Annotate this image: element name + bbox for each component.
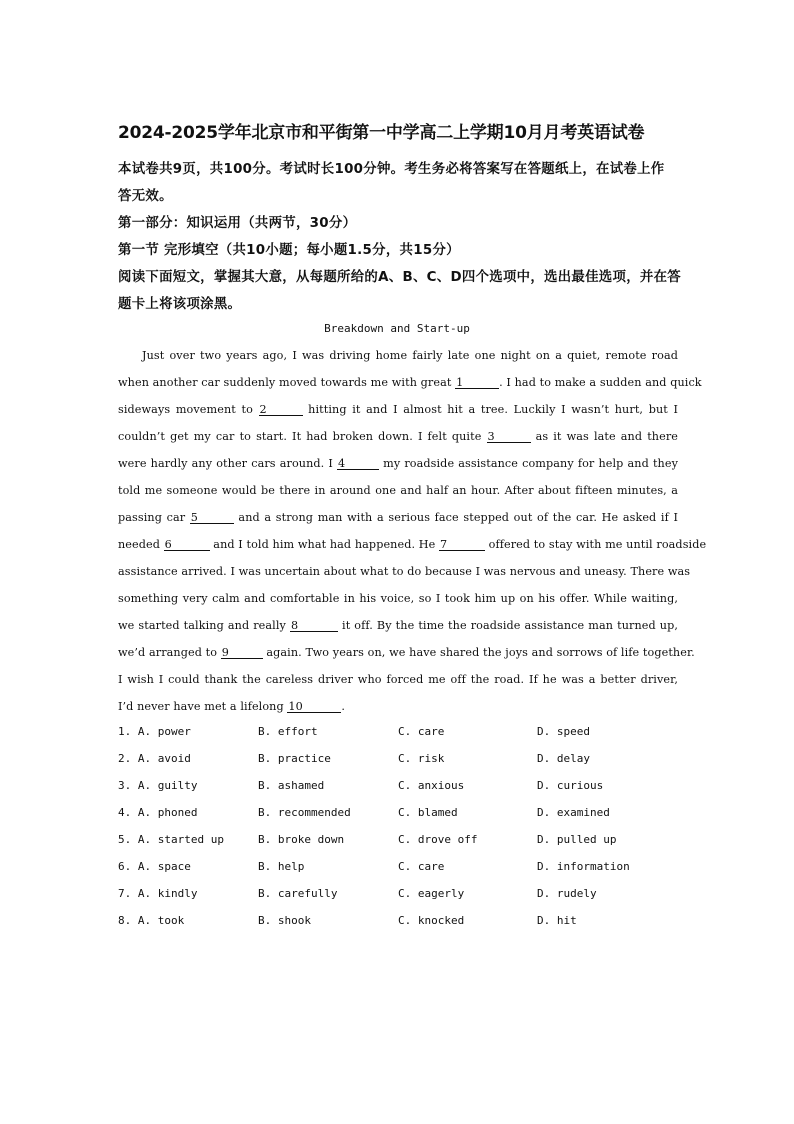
passage-text: when another car suddenly moved towards me with great [118, 376, 456, 389]
option-2-c [398, 752, 444, 765]
passage-text: something very calm and comfortable in his voice, so I took him up on his offer. While waiting, [118, 592, 678, 605]
question-6-options [118, 860, 678, 887]
option-1-c [398, 725, 444, 738]
option-5-d [537, 833, 616, 846]
passage-text: and a strong man with a serious face stepped out of the car. He asked if I [233, 511, 678, 524]
passage-line [142, 349, 678, 362]
question-number: 2. [118, 752, 138, 765]
passage-text: couldn’t get my car to start. It had broken down. I felt quite [118, 430, 487, 443]
passage-text: again. Two years on, we have shared the joys and sorrows of life together. [262, 646, 695, 659]
passage-line [118, 511, 678, 524]
instruction-line-1: 阅读下面短文，掌握其大意，从每题所给的A、B、C、D四个选项中，选出最佳选项，并在答 [118, 270, 681, 285]
option-1-d [537, 725, 590, 738]
blank-5: 5 [190, 512, 234, 524]
passage-line [118, 430, 678, 443]
passage-text: told me someone would be there in around one and half an hour. After about fifteen minutes, a [118, 484, 678, 497]
blank-2: 2 [259, 404, 303, 416]
question-2-options [118, 752, 678, 779]
question-number: 7. [118, 887, 138, 900]
option-text: C. drove off [398, 833, 478, 846]
option-7-a [118, 887, 197, 900]
option-text: B. help [258, 860, 305, 873]
passage-line [118, 565, 691, 578]
passage-title: Breakdown and Start-up [324, 322, 470, 335]
option-text: C. anxious [398, 779, 465, 792]
option-text: A. space [137, 860, 191, 873]
option-text: B. recommended [258, 806, 351, 819]
passage-line [118, 592, 678, 605]
passage-text: I’d never have met a lifelong [118, 700, 288, 713]
option-4-d [537, 806, 610, 819]
question-1-options [118, 725, 678, 752]
passage-line [118, 484, 678, 497]
option-text: D. examined [537, 806, 610, 819]
question-number: 6. [118, 860, 138, 873]
passage-text: . [341, 700, 346, 713]
option-text: B. practice [258, 752, 331, 765]
option-text: A. took [137, 914, 185, 927]
option-4-b [258, 806, 351, 819]
passage-text: my roadside assistance company for help and they [379, 457, 678, 470]
passage-text: and I told him what had happened. He [209, 538, 440, 551]
question-number: 4. [118, 806, 138, 819]
option-6-a [118, 860, 191, 873]
option-3-b [258, 779, 324, 792]
question-number: 5. [118, 833, 138, 846]
question-5-options [118, 833, 678, 860]
option-3-d [537, 779, 603, 792]
passage-text: I wish I could thank the careless driver who forced me off the road. If he was a better driver, [118, 673, 678, 686]
passage-line [118, 619, 678, 632]
option-text: C. risk [398, 752, 445, 765]
question-number: 8. [118, 914, 138, 927]
blank-9: 9 [221, 647, 263, 659]
option-6-d [537, 860, 630, 873]
option-text: A. power [137, 725, 191, 738]
option-8-b [258, 914, 311, 927]
option-6-b [258, 860, 304, 873]
option-text: C. eagerly [398, 887, 465, 900]
option-text: D. speed [537, 725, 590, 738]
blank-4: 4 [337, 458, 379, 470]
option-text: A. kindly [137, 887, 198, 900]
option-4-c [398, 806, 458, 819]
passage-text: offered to stay with me until roadside [485, 538, 707, 551]
option-8-c [398, 914, 464, 927]
option-3-a [118, 779, 197, 792]
question-4-options [118, 806, 678, 833]
passage-text: we’d arranged to [118, 646, 221, 659]
option-5-c [398, 833, 477, 846]
option-text: C. knocked [398, 914, 465, 927]
option-text: B. ashamed [258, 779, 325, 792]
option-7-c [398, 887, 464, 900]
passage-line [118, 403, 678, 416]
passage-line [118, 646, 695, 659]
option-text: A. phoned [137, 806, 198, 819]
blank-1: 1 [455, 377, 499, 389]
passage-text: passing car [118, 511, 190, 524]
option-text: D. curious [537, 779, 604, 792]
passage-text: assistance arrived. I was uncertain about what to do because I was nervous and uneasy. There was [118, 565, 691, 578]
option-text: B. carefully [258, 887, 338, 900]
passage-text: as it was late and there [530, 430, 678, 443]
option-text: B. effort [258, 725, 318, 738]
question-7-options [118, 887, 678, 914]
passage-text: Just over two years ago, I was driving home fairly late one night on a quiet, remote road [142, 349, 678, 362]
option-8-a [118, 914, 184, 927]
passage-line [118, 538, 707, 551]
passage-text: hitting it and I almost hit a tree. Luckily I wasn’t hurt, but I [302, 403, 679, 416]
option-7-b [258, 887, 337, 900]
passage-line [118, 457, 678, 470]
passage-text: were hardly any other cars around. I [118, 457, 338, 470]
blank-10: 10 [287, 701, 341, 713]
option-text: D. rudely [537, 887, 597, 900]
section-heading: 第一节 完形填空（共10小题；每小题1.5分，共15分） [118, 243, 460, 258]
passage-text: needed [118, 538, 164, 551]
passage-line [118, 673, 678, 686]
option-8-d [537, 914, 577, 927]
option-text: D. delay [537, 752, 590, 765]
answer-options [118, 725, 678, 941]
option-1-b [258, 725, 318, 738]
option-text: A. started up [137, 833, 224, 846]
question-8-options [118, 914, 678, 941]
exam-title: 2024-2025学年北京市和平街第一中学高二上学期10月月考英语试卷 [118, 123, 645, 143]
option-text: A. avoid [137, 752, 191, 765]
option-text: A. guilty [137, 779, 198, 792]
question-number: 1. [118, 725, 138, 738]
option-2-a [118, 752, 191, 765]
passage-text: we started talking and really [118, 619, 290, 632]
option-text: D. hit [537, 914, 577, 927]
option-7-d [537, 887, 597, 900]
passage-line [118, 376, 702, 389]
option-text: D. pulled up [537, 833, 617, 846]
option-5-b [258, 833, 344, 846]
option-3-c [398, 779, 464, 792]
blank-8: 8 [290, 620, 338, 632]
question-number: 3. [118, 779, 138, 792]
option-text: C. care [398, 725, 445, 738]
passage-text: it off. By the time the roadside assistance man turned up, [337, 619, 678, 632]
option-text: B. broke down [258, 833, 345, 846]
blank-6: 6 [164, 539, 210, 551]
option-6-c [398, 860, 444, 873]
option-2-b [258, 752, 331, 765]
passage-line [118, 700, 678, 713]
blank-3: 3 [487, 431, 531, 443]
intro-text-line-2: 答无效。 [118, 189, 173, 204]
option-text: C. care [398, 860, 445, 873]
passage-text: . I had to make a sudden and quick [499, 376, 702, 389]
question-3-options [118, 779, 678, 806]
option-1-a [118, 725, 191, 738]
intro-text-line-1: 本试卷共9页，共100分。考试时长100分钟。考生务必将答案写在答题纸上，在试卷上作 [118, 162, 665, 177]
option-5-a [118, 833, 224, 846]
option-text: D. information [537, 860, 630, 873]
option-2-d [537, 752, 590, 765]
instruction-line-2: 题卡上将该项涂黑。 [118, 297, 242, 312]
option-text: C. blamed [398, 806, 458, 819]
option-4-a [118, 806, 197, 819]
blank-7: 7 [439, 539, 485, 551]
option-text: B. shook [258, 914, 311, 927]
passage-text: sideways movement to [118, 403, 259, 416]
part-heading: 第一部分：知识运用（共两节，30分） [118, 216, 357, 231]
